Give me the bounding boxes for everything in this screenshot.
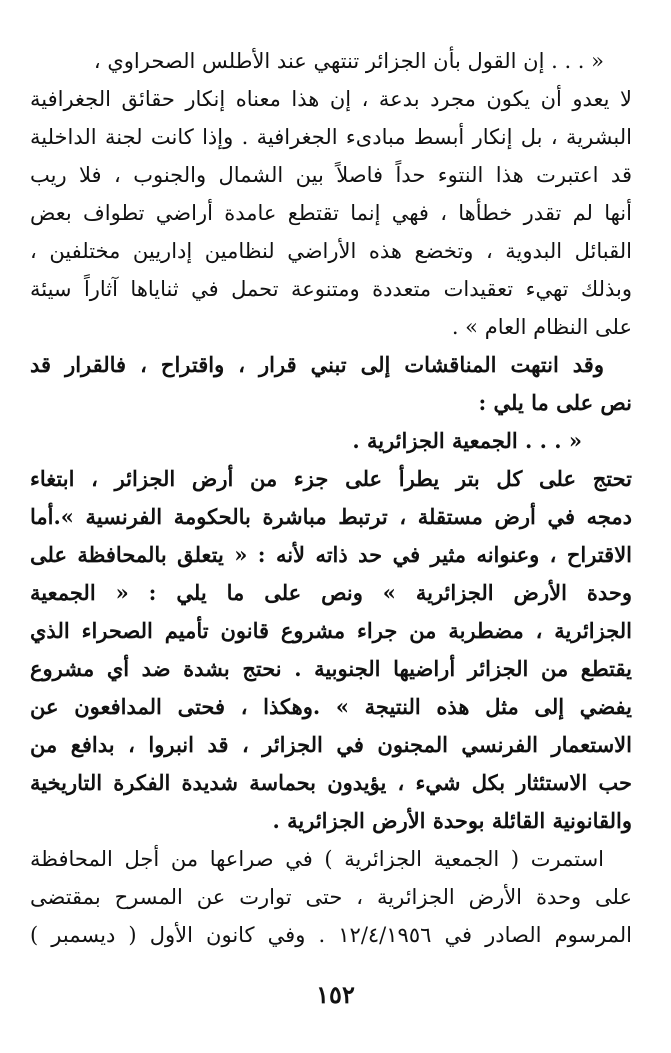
text-line: الجزائرية ، مضطربة من جراء مشروع قانون تأميم الصحراء الذي xyxy=(30,618,632,643)
text-line: حب الاستئثار بكل شيء ، يؤيدون بحماسة شديدة الفكرة التاريخية xyxy=(30,770,632,795)
text-line: نص على ما يلي : xyxy=(478,390,632,415)
text-line: والقانونية القائلة بوحدة الأرض الجزائرية . xyxy=(272,808,632,833)
text-line: دمجه في أرض مستقلة ، ترتبط مباشرة بالحكومة الفرنسية ».أما xyxy=(30,504,632,529)
text-line: الاستعمار الفرنسي المجنون في الجزائر ، قد انبروا ، بدافع من xyxy=(30,732,632,757)
text-line: « . . . الجمعية الجزائرية . xyxy=(352,428,582,453)
text-line: وحدة الأرض الجزائرية » ونص على ما يلي : « الجمعية xyxy=(30,580,632,605)
text-line: قد اعتبرت هذا النتوء حداً فاصلاً بين الشمال والجنوب ، فلا ريب xyxy=(30,163,632,187)
text-line: وبذلك تهيء تعقيدات متعددة ومتنوعة تحمل في ثناياها آثاراً سيئة xyxy=(30,277,632,301)
text-line: يفضي إلى مثل هذه النتيجة » .وهكذا ، فحتى المدافعون عن xyxy=(30,694,632,719)
page-number: ١٥٢ xyxy=(316,980,355,1009)
text-line: وقد انتهت المناقشات إلى تبني قرار ، واقتراح ، فالقرار قد xyxy=(30,352,604,377)
text-line: استمرت ( الجمعية الجزائرية ) في صراعها من أجل المحافظة xyxy=(30,847,604,871)
text-line: القبائل البدوية ، وتخضع هذه الأراضي لنظامين إداريين مختلفين ، xyxy=(30,239,632,263)
text-line: المرسوم الصادر في ١٢/٤/١٩٥٦ . وفي كانون الأول ( ديسمبر ) xyxy=(30,923,632,947)
text-line: يقتطع من الجزائر أراضيها الجنوبية . نحتج بشدة ضد أي مشروع xyxy=(30,656,632,681)
text-line: الاقتراح ، وعنوانه مثير في حد ذاته لأنه : « يتعلق بالمحافظة على xyxy=(30,542,632,567)
text-line: لا يعدو أن يكون مجرد بدعة ، إن هذا معناه إنكار حقائق الجغرافية xyxy=(30,87,632,111)
text-line: على النظام العام » . xyxy=(451,315,632,339)
text-line: البشرية ، بل إنكار أبسط مبادىء الجغرافية . وإذا كانت لجنة الداخلية xyxy=(30,125,632,149)
text-line: على وحدة الأرض الجزائرية ، حتى توارت عن المسرح بمقتضى xyxy=(30,885,632,909)
body-text xyxy=(30,42,632,954)
text-line: « . . . إن القول بأن الجزائر تنتهي عند الأطلس الصحراوي ، xyxy=(93,49,604,73)
text-line: تحتج على كل بتر يطرأ على جزء من أرض الجزائر ، ابتغاء xyxy=(30,466,632,491)
text-line: أنها لم تقدر خطأها ، فهي إنما تقتطع عامدة أراضي تطواف بعض xyxy=(30,201,632,225)
